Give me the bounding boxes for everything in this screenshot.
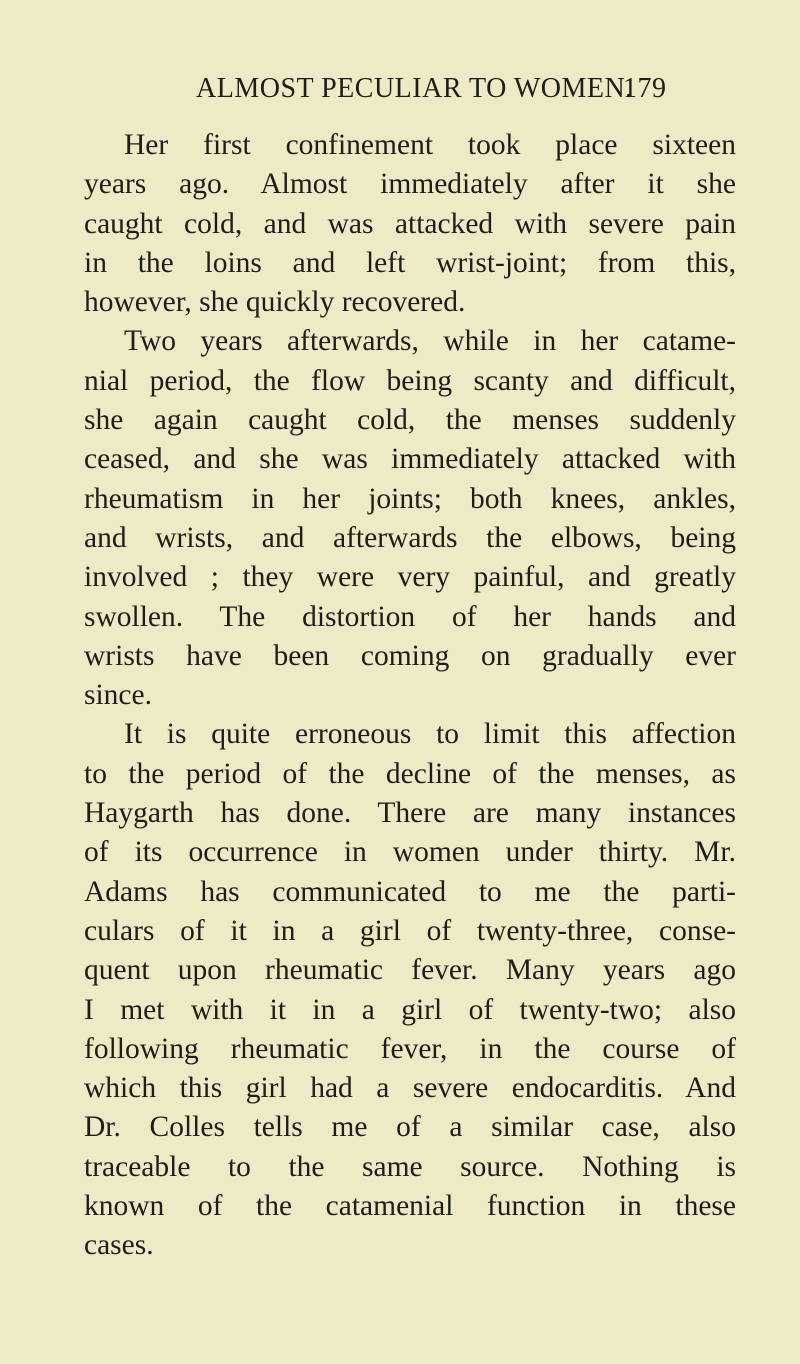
text-line: rheumatism in her joints; both knees, ankles, [84, 482, 736, 515]
text-line: of its occurrence in women under thirty. Mr. [84, 836, 736, 869]
text-line: I met with it in a girl of twenty-two; also [84, 993, 736, 1026]
text-line: It is quite erroneous to limit this affection [124, 718, 736, 751]
text-line: wrists have been coming on gradually ever [84, 639, 736, 672]
text-line: and wrists, and afterwards the elbows, being [84, 521, 736, 554]
text-line: since. [84, 679, 152, 712]
running-head [196, 73, 696, 105]
running-head-title: ALMOST PECULIAR TO WOMEN. [196, 73, 633, 104]
text-line: in the loins and left wrist-joint; from this, [84, 246, 736, 279]
text-line: Adams has communicated to me the parti- [84, 875, 736, 908]
text-line: nial period, the flow being scanty and difficult, [84, 364, 736, 397]
text-line: ceased, and she was immediately attacked with [84, 443, 736, 476]
text-line: known of the catamenial function in these [84, 1190, 736, 1223]
text-line: which this girl had a severe endocarditis. And [84, 1072, 736, 1105]
text-line: Two years afterwards, while in her catame- [124, 325, 736, 358]
paragraph [84, 322, 736, 715]
text-line: Her first confinement took place sixteen [124, 129, 736, 161]
text-line: quent upon rheumatic fever. Many years ago [84, 954, 736, 987]
text-line: cases. [84, 1229, 154, 1262]
text-line: years ago. Almost immediately after it she [84, 168, 736, 201]
text-line: Dr. Colles tells me of a similar case, also [84, 1111, 736, 1144]
text-line: involved ; they were very painful, and greatly [84, 561, 736, 594]
page-number: 179 [623, 73, 667, 104]
text-line: following rheumatic fever, in the course of [84, 1032, 736, 1065]
text-line: caught cold, and was attacked with severe pain [84, 207, 736, 240]
text-line: Haygarth has done. There are many instances [84, 797, 736, 830]
text-line: culars of it in a girl of twenty-three, conse- [84, 914, 736, 947]
body-text [84, 126, 736, 1266]
text-line: traceable to the same source. Nothing is [84, 1150, 736, 1183]
paragraph [84, 126, 736, 322]
paragraph [84, 715, 736, 1265]
text-line: swollen. The distortion of her hands and [84, 600, 736, 633]
text-line: however, she quickly recovered. [84, 286, 466, 319]
text-line: to the period of the decline of the menses, as [84, 757, 736, 790]
text-line: she again caught cold, the menses suddenly [84, 404, 736, 437]
